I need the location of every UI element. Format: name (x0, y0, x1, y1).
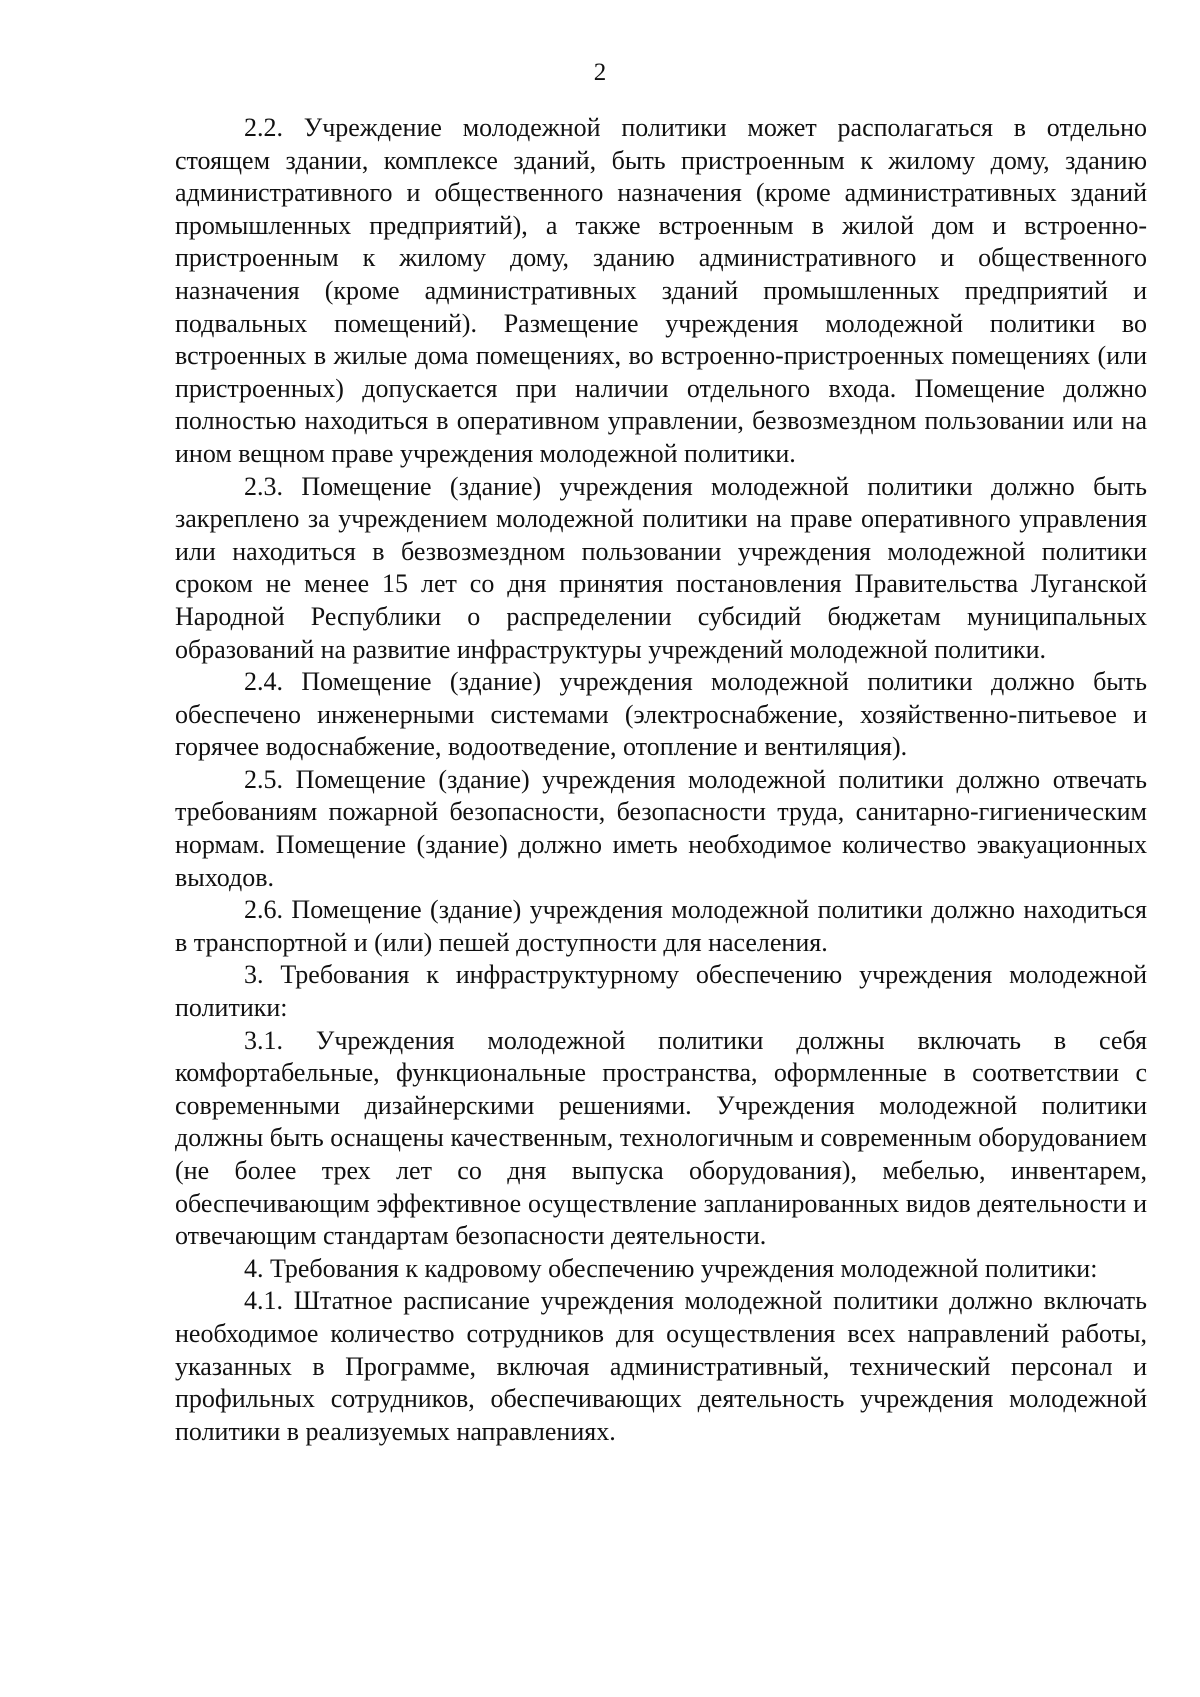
section-3-heading: 3. Требования к инфраструктурному обеспечению учреждения молодежной политики: (175, 960, 1147, 1023)
paragraph-4-1: 4.1. Штатное расписание учреждения молодежной политики должно включать необходимое количество сотрудников для осуществления всех направлений работы, указанных в Программе, включая административный, технический персонал и профильных сотрудников, обеспечивающих деятельность учреждения молодежной политики в реализуемых направлениях. (175, 1286, 1147, 1446)
paragraph-2-3: 2.3. Помещение (здание) учреждения молодежной политики должно быть закреплено за учреждением молодежной политики на праве оперативного управления или находиться в безвозмездном пользовании учреждения молодежной политики сроком не менее 15 лет со дня принятия постановления Правительства Луганской Народной Республики о распределении субсидий бюджетам муниципальных образований на развитие инфраструктуры учреждений молодежной политики. (175, 471, 1147, 664)
page-number: 2 (593, 59, 607, 86)
paragraph-2-2: 2.2. Учреждение молодежной политики может располагаться в отдельно стоящем здании, комплексе зданий, быть пристроенным к жилому дому, зданию административного и общественного назначения (кроме административных зданий промышленных предприятий), а также встроенным в жилой дом и встроенно-пристроенным к жилому дому, зданию административного и общественного назначения (кроме административных зданий промышленных предприятий и подвальных помещений). Размещение учреждения молодежной политики во встроенных в жилые дома помещениях, во встроенно-пристроенных помещениях (или пристроенных) допускается при наличии отдельного входа. Помещение должно полностью находиться в оперативном управлении, безвозмездном пользовании или на ином вещном праве учреждения молодежной политики. (175, 113, 1147, 468)
paragraph-2-5: 2.5. Помещение (здание) учреждения молодежной политики должно отвечать требованиям пожарной безопасности, безопасности труда, санитарно-гигиеническим нормам. Помещение (здание) должно иметь необходимое количество эвакуационных выходов. (175, 764, 1147, 892)
document-body (175, 112, 1147, 1448)
section-4-heading: 4. Требования к кадровому обеспечению учреждения молодежной политики: (244, 1253, 1098, 1283)
paragraph-2-4: 2.4. Помещение (здание) учреждения молодежной политики должно быть обеспечено инженерными системами (электроснабжение, хозяйственно-питьевое и горячее водоснабжение, водоотведение, отопление и вентиляция). (175, 667, 1147, 762)
paragraph-3-1: 3.1. Учреждения молодежной политики должны включать в себя комфортабельные, функциональные пространства, оформленные в соответствии с современными дизайнерскими решениями. Учреждения молодежной политики должны быть оснащены качественным, технологичным и современным оборудованием (не более трех лет со дня выпуска оборудования), мебелью, инвентарем, обеспечивающим эффективное осуществление запланированных видов деятельности и отвечающим стандартам безопасности деятельности. (175, 1025, 1147, 1251)
paragraph-2-6: 2.6. Помещение (здание) учреждения молодежной политики должно находиться в транспортной и (или) пешей доступности для населения. (175, 895, 1147, 957)
